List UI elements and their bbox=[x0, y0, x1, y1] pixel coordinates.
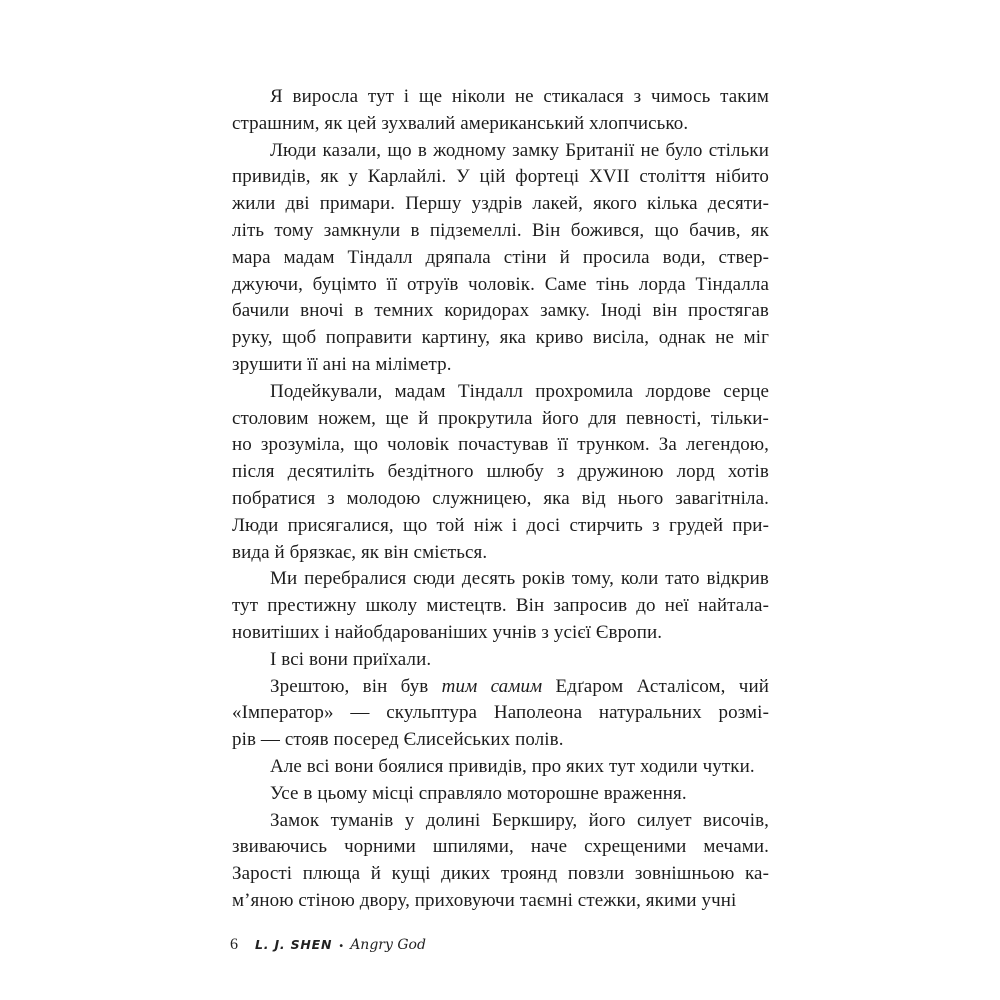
running-title bbox=[255, 937, 426, 953]
text-line: Подейкували, мадам Тіндалл прохромила лордове серце bbox=[270, 380, 769, 402]
bullet-separator-icon: • bbox=[338, 941, 345, 952]
text-line: побратися з молодою служницею, яка від нього завагітніла. bbox=[232, 487, 769, 509]
text-line: рів — стояв посеред Єлисейських полів. bbox=[232, 729, 564, 751]
text-line: привидів, як у Карлайлі. У цій фортеці XVII століття нібито bbox=[232, 166, 769, 188]
text-line: руку, щоб поправити картину, яка криво висіла, однак не міг bbox=[232, 327, 769, 349]
text-line: Але всі вони боялися привидів, про яких тут ходили чутки. bbox=[270, 755, 755, 777]
text-line: Я виросла тут і ще ніколи не стикалася з чимось таким bbox=[270, 86, 769, 107]
text-line: вида й брязкає, як він сміється. bbox=[232, 541, 488, 563]
text-line: Люди казали, що в жодному замку Британії не було стільки bbox=[270, 139, 769, 161]
text-line: новитіших і найобдарованіших учнів з усієї Європи. bbox=[232, 621, 663, 643]
text-line: мара мадам Тіндалл дряпала стіни й просила води, ствер- bbox=[232, 246, 769, 268]
footer bbox=[230, 936, 426, 954]
text-line: Зарості плюща й кущі диких троянд повзли зовнішньою ка- bbox=[232, 863, 769, 885]
emphasized-text: тим самим bbox=[441, 675, 543, 697]
text-line: но зрозуміла, що чоловік почастував її трунком. За легендою, bbox=[232, 434, 769, 456]
text-line: Усе в цьому місці справляло моторошне враження. bbox=[270, 782, 687, 804]
paragraph bbox=[232, 84, 769, 138]
text-line: джуючи, буцімто її отруїв чоловік. Саме тінь лорда Тіндалла bbox=[232, 273, 769, 295]
book-author: L. J. SHEN bbox=[255, 937, 333, 952]
paragraph bbox=[232, 808, 769, 915]
text-segment: Зрештою, він був bbox=[270, 675, 442, 697]
text-line: після десятиліть бездітного шлюбу з дружиною лорд хотів bbox=[232, 461, 769, 483]
paragraph bbox=[232, 379, 769, 567]
text-segment: Едґаром Асталісом, чий bbox=[542, 675, 769, 697]
text-line: страшним, як цей зухвалий американський хлопчисько. bbox=[232, 112, 689, 134]
text-line: І всі вони приїхали. bbox=[270, 648, 432, 670]
text-line: звиваючись чорними шпилями, наче схрещеними мечами. bbox=[232, 836, 769, 858]
book-title: Angry God bbox=[350, 937, 426, 953]
paragraph bbox=[232, 754, 769, 781]
text-line: зрушити її ані на міліметр. bbox=[232, 353, 452, 375]
text-line: Замок туманів у долині Беркширу, його силует височів, bbox=[270, 809, 769, 831]
text-line: м’яною стіною двору, приховуючи таємні стежки, якими учні bbox=[232, 889, 737, 911]
paragraph bbox=[232, 781, 769, 808]
text-line: «Імператор» — скульптура Наполеона натуральних розмі- bbox=[232, 702, 769, 724]
paragraph bbox=[232, 566, 769, 646]
text-line bbox=[232, 674, 769, 701]
text-line: Люди присягалися, що той ніж і досі стирчить з грудей при- bbox=[232, 514, 769, 536]
text-block bbox=[232, 84, 769, 915]
text-line: тут престижну школу мистецтв. Він запросив до неї найтала- bbox=[232, 595, 769, 617]
text-line: літь тому замкнули в підземеллі. Він божився, що бачив, як bbox=[232, 219, 769, 241]
paragraph bbox=[232, 647, 769, 674]
text-line: бачили вночі в темних коридорах замку. Іноді він простягав bbox=[232, 300, 769, 322]
paragraph bbox=[232, 674, 769, 754]
text-line: Ми перебралися сюди десять років тому, коли тато відкрив bbox=[270, 568, 769, 590]
text-line: столовим ножем, ще й прокрутила його для певності, тільки- bbox=[232, 407, 769, 429]
paragraph bbox=[232, 138, 769, 379]
text-line: жили дві примари. Першу уздрів лакей, якого кілька десяти- bbox=[232, 193, 769, 215]
page-number: 6 bbox=[230, 936, 238, 953]
